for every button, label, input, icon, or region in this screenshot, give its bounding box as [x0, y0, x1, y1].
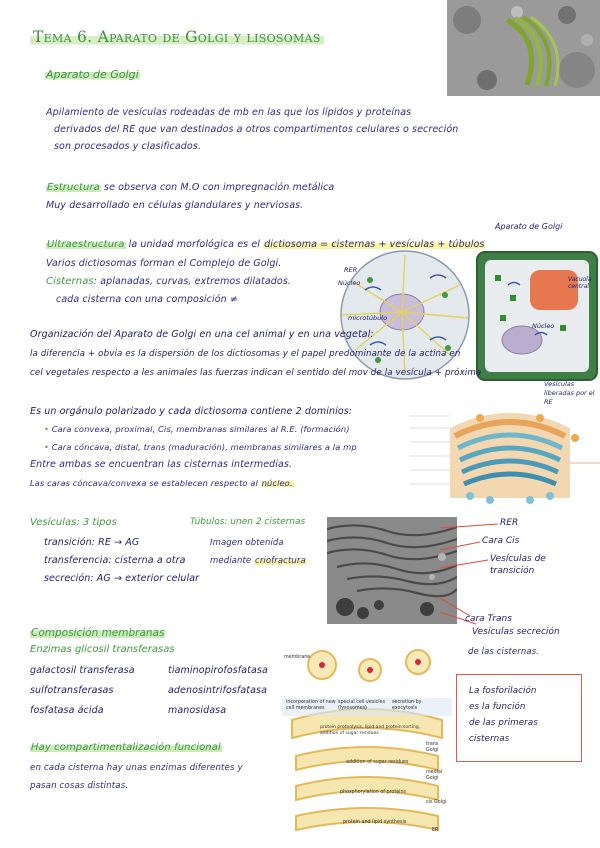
- golgi-3d-diagram: [410, 408, 600, 510]
- compart-label: Hay compartimentalización funcional: [31, 742, 221, 753]
- estructura-line-1: Estructura se observa con M.O con impregnación metálica: [47, 182, 335, 193]
- tubulos-line: Túbulos: unen 2 cisternas: [190, 517, 306, 527]
- estructura-line-2: Muy desarrollado en células glandulares y nerviosas.: [46, 200, 304, 211]
- ultra-line-3: Cisternas: aplanadas, curvas, extremos dilatados.: [46, 276, 291, 287]
- d3-row-4: protein and lipid synthesis: [343, 820, 407, 825]
- d3-row-1: protein proteolysis, lipid and protein sorting, addition of sugar residues: [320, 725, 421, 736]
- d3-row-2: addition of sugar residues: [346, 760, 409, 765]
- enzyme-1: galactosil transferasa: [30, 665, 135, 676]
- ultra-line-1: Ultraestructura la unidad morfológica es el dictiosoma = cisternas + vesículas + túbulos: [47, 239, 485, 250]
- page-title: Tema 6. Aparato de Golgi y lisosomas: [30, 28, 324, 46]
- label-nucleo: Núcleo: [338, 279, 361, 287]
- label-nucleo-2: Núcleo: [532, 322, 555, 330]
- dominios-line-3: Entre ambas se encuentran las cisternas intermedias.: [30, 459, 293, 470]
- d3-side-medial: medial Golgi: [426, 770, 443, 781]
- dominios-intro: Es un orgánulo polarizado y cada dictiosoma contiene 2 dominios:: [30, 406, 353, 417]
- compart-line-1: en cada cisterna hay unas enzimas diferentes y: [30, 763, 243, 773]
- micro-label-cisternas: de las cisternas.: [468, 647, 539, 657]
- composicion-title: Composición membranas: [31, 627, 165, 639]
- intro-line-3: son procesados y clasificados.: [54, 141, 201, 152]
- d3-top-label-1: incorporation of new cell membranes: [286, 700, 336, 711]
- section-heading-golgi: Aparato de Golgi: [46, 68, 139, 81]
- micro-label-cis: Cara Cis: [482, 536, 520, 546]
- dominios-bullet-2: • Cara cóncava, distal, trans (maduración), membranas similares a la mp: [44, 442, 357, 452]
- d3-top-label-3: secretion by exocytosis: [392, 700, 422, 711]
- box-line-3: de las primeras: [469, 718, 538, 728]
- micro-label-rer: RER: [500, 518, 519, 528]
- d3-top-label-2: special cell vesicles (lysosomes): [338, 700, 386, 711]
- estructura-label: Estructura: [47, 182, 100, 193]
- micro-label-transicion: Vesículas de transición: [490, 554, 546, 576]
- ultra-line-2: Varios dictiosomas forman el Complejo de Golgi.: [46, 258, 282, 269]
- d3-row-3: phosphorylation of proteins: [340, 790, 407, 795]
- label-vacuola: Vacuola central: [568, 276, 592, 290]
- vesiculas-transicion: transición: RE → AG: [44, 537, 140, 548]
- intro-line-2: derivados del RE que van destinados a otros compartimentos celulares o secreción: [54, 124, 459, 135]
- box-line-4: cisternas: [469, 734, 510, 744]
- golgi-micrograph-top: [447, 0, 600, 96]
- vesiculas-label: Vesículas: 3 tipos: [30, 517, 117, 528]
- micro-label-secrecion: Vesículas secreción: [472, 627, 560, 637]
- d3-side-trans: trans Golgi: [426, 742, 439, 753]
- composicion-enzimas: Enzimas glicosil transferasas: [30, 644, 175, 655]
- box-line-2: es la función: [469, 702, 526, 712]
- box-line-1: La fosforilación: [469, 686, 537, 696]
- enzyme-5: adenosintrifosfatasa: [168, 685, 267, 696]
- enzyme-3: fosfatasa ácida: [30, 705, 104, 716]
- dominios-line-4: Las caras cóncava/convexa se establecen respecto al núcleo.: [30, 478, 293, 488]
- vesiculas-secrecion: secreción: AG → exterior celular: [44, 573, 200, 584]
- d3-side-er: ER: [432, 828, 439, 833]
- dominios-bullet-1: • Cara convexa, proximal, Cis, membranas similares al R.E. (formación): [44, 424, 350, 434]
- micro-label-trans: cara Trans: [465, 614, 512, 624]
- phosphorylation-note-box: [456, 674, 582, 762]
- enzyme-4: tiaminopirofosfatasa: [168, 665, 268, 676]
- organizacion-line-2: la diferencia + obvia es la dispersión de los dictiosomas y el papel predominante de la actina en: [30, 349, 461, 359]
- compart-line-2: pasan cosas distintas.: [30, 781, 129, 791]
- label-aparato-golgi: Aparato de Golgi: [495, 222, 563, 231]
- golgi-micrograph-em: [327, 517, 457, 624]
- imagen-line-2: mediante criofractura: [210, 556, 306, 566]
- vesiculas-transferencia: transferencia: cisterna a otra: [44, 555, 186, 566]
- ultra-label: Ultraestructura: [47, 239, 125, 250]
- d3-membrane-label: membrane: [284, 655, 311, 660]
- label-microtubulo: microtúbulo: [348, 314, 388, 322]
- d3-side-cis: cis Golgi: [426, 800, 447, 805]
- imagen-line-1: Imagen obtenida: [210, 538, 284, 548]
- enzyme-6: manosidasa: [168, 705, 227, 716]
- enzyme-2: sulfotransferasas: [30, 685, 114, 696]
- organizacion-line-1: Organización del Aparato de Golgi en una cel animal y en una vegetal:: [30, 329, 374, 340]
- ultra-line-4: cada cisterna con una composición ≠: [56, 294, 238, 305]
- intro-line-1: Apilamiento de vesículas rodeadas de mb en las que los lípidos y proteínas: [46, 107, 412, 118]
- organizacion-line-3: cel vegetales respecto a les animales las fuerzas indican el sentido del mov de la vesícula + próxima: [30, 368, 482, 378]
- label-vesiculas-liberadas: Vesículas liberadas por el RE: [544, 380, 595, 406]
- label-rer: RER: [344, 266, 358, 274]
